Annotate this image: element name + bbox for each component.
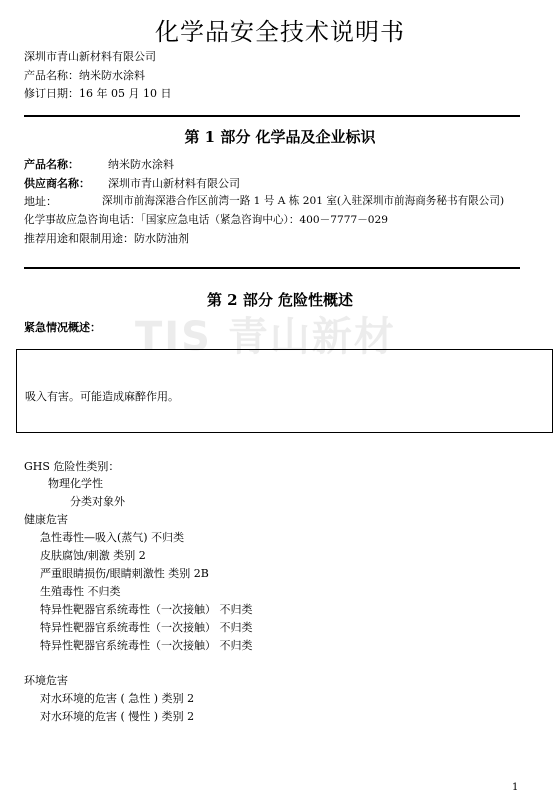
company-name: 深圳市青山新材料有限公司: [24, 50, 156, 63]
revision-date: 修订日期：16 年 05 月 10 日: [24, 87, 172, 100]
supplier-value: 深圳市青山新材料有限公司: [108, 177, 240, 190]
supplier-label: 供应商名称：: [24, 177, 90, 190]
health-hazard-item: 急性毒性—吸入(蒸气) 不归类: [40, 531, 185, 544]
environmental-hazard-item: 对水环境的危害 ( 急性 ) 类别 2: [40, 692, 195, 705]
environmental-hazard-item: 对水环境的危害 ( 慢性 ) 类别 2: [40, 710, 195, 723]
physical-hazard-value: 分类对象外: [70, 495, 125, 508]
recommended-usage: 推荐用途和限制用途：防水防油剂: [24, 232, 189, 245]
section-divider: [24, 115, 520, 117]
health-hazard-item: 特异性靶器官系统毒性（一次接触） 不归类: [40, 621, 253, 634]
ghs-label: GHS 危险性类别：: [24, 460, 120, 473]
address-value: 深圳市前海深港合作区前湾一路 1 号 A 栋 201 室(入驻深圳市前海商务秘书有限公司): [102, 195, 505, 207]
emergency-overview-text: 吸入有害。可能造成麻醉作用。: [25, 390, 179, 403]
health-hazard-item: 特异性靶器官系统毒性（一次接触） 不归类: [40, 639, 253, 652]
emergency-overview-box: [16, 349, 553, 433]
section-1-heading: 第 1 部分 化学品及企业标识: [184, 128, 376, 146]
product-name-line: 产品名称：纳米防水涂料: [24, 69, 145, 82]
environmental-hazard-label: 环境危害: [24, 674, 68, 687]
emergency-phone: 化学事故应急咨询电话：「国家应急电话（紧急咨询中心）：400－7777－029: [24, 214, 389, 226]
physical-hazard-label: 物理化学性: [48, 477, 103, 490]
health-hazard-item: 特异性靶器官系统毒性（一次接触） 不归类: [40, 603, 253, 616]
health-hazard-item: 生殖毒性 不归类: [40, 585, 121, 598]
product-label: 产品名称：: [24, 158, 79, 171]
health-hazard-item: 严重眼睛损伤/眼睛刺激性 类别 2B: [40, 567, 209, 580]
health-hazard-item: 皮肤腐蚀/刺激 类别 2: [40, 549, 146, 562]
document-title: 化学品安全技术说明书: [155, 18, 405, 46]
address-label: 地址：: [24, 195, 57, 208]
page-number: 1: [512, 782, 519, 793]
product-value: 纳米防水涂料: [108, 158, 174, 171]
company-watermark: TIS 青山新材: [135, 314, 396, 360]
emergency-overview-label: 紧急情况概述：: [24, 321, 101, 334]
section-2-heading: 第 2 部分 危险性概述: [206, 291, 354, 309]
health-hazard-label: 健康危害: [24, 513, 68, 526]
section-divider: [24, 267, 520, 269]
